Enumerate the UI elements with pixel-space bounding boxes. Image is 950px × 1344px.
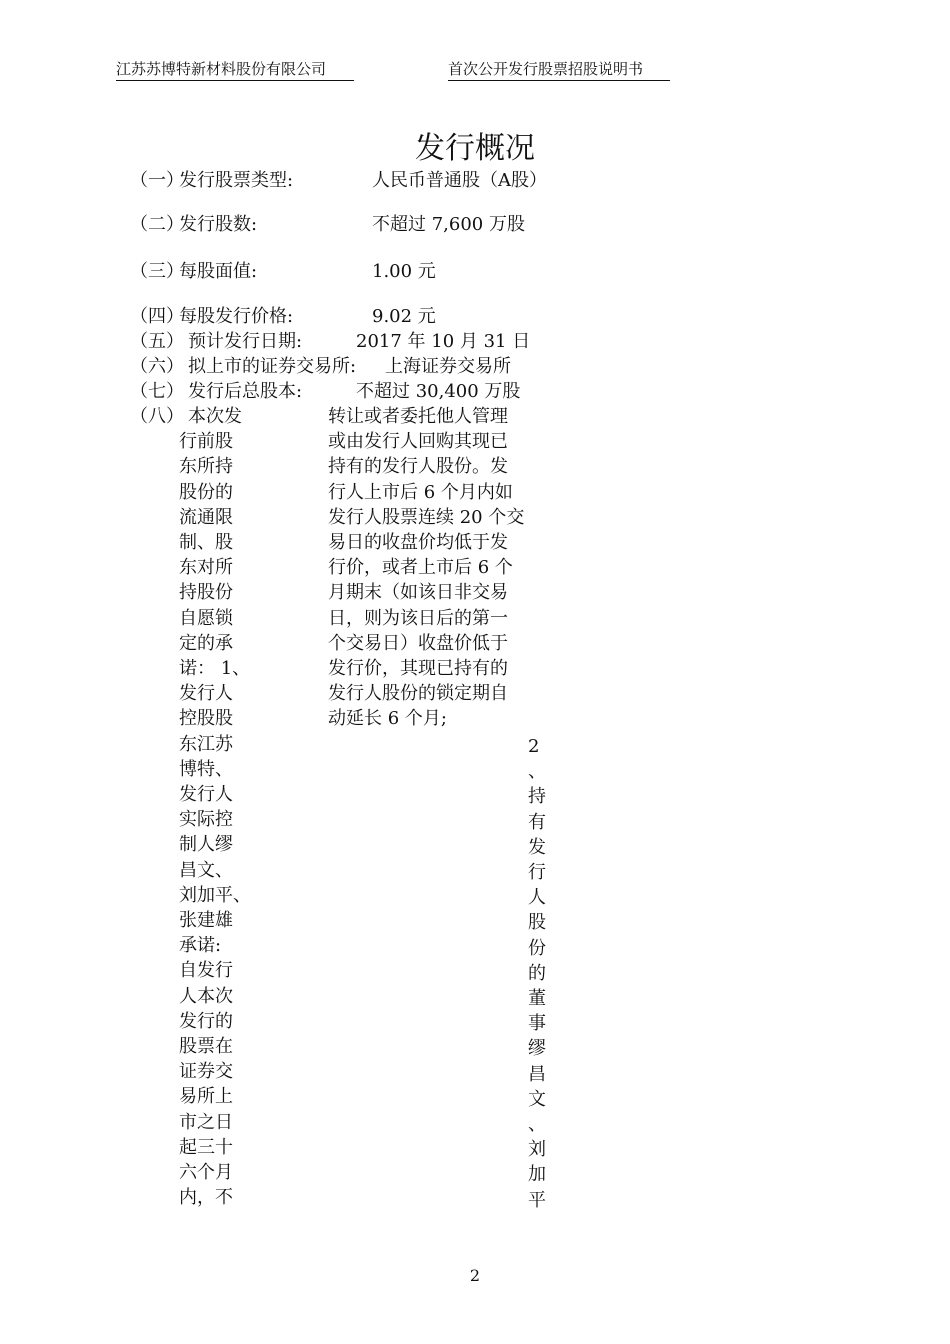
item-4-value: 9.02 元 (372, 306, 436, 327)
text-line: 张建雄 (179, 910, 233, 932)
text-line: 个交易日）收盘价低于 (328, 632, 508, 654)
text-line: 月期末（如该日非交易 (328, 582, 508, 604)
item-6-number: （六） (130, 356, 184, 377)
text-line: 市之日 (179, 1111, 233, 1133)
item-2-value: 不超过 7,600 万股 (372, 214, 525, 235)
text-line: 昌文、 (179, 859, 233, 881)
item-2-label: 发行股数: (179, 214, 258, 235)
text-line: 持 (528, 786, 546, 808)
text-line: 东对所 (179, 557, 233, 579)
item-4-label: 每股发行价格: (179, 306, 294, 327)
text-line: 董 (528, 988, 546, 1010)
text-line: 发行人 (179, 683, 233, 705)
text-line: 起三十 (179, 1136, 233, 1158)
text-line: 东江苏 (179, 733, 233, 755)
item-3-number: （三） (130, 261, 184, 282)
item-3-value: 1.00 元 (372, 261, 436, 282)
item-4-number: （四） (130, 306, 184, 327)
text-line: 流通限 (179, 506, 233, 528)
text-line: 份 (528, 937, 546, 959)
item-5-label: 预计发行日期: (188, 331, 303, 352)
text-line: 刘加平、 (179, 884, 251, 906)
text-line: 或由发行人回购其现已 (328, 431, 508, 453)
item-7-number: （七） (130, 381, 184, 402)
text-line: 行 (528, 862, 546, 884)
item-8-label-column (179, 404, 251, 1211)
text-line: 行人上市后 6 个月内如 (328, 481, 513, 503)
text-line: 易日的收盘价均低于发 (328, 532, 508, 554)
item-3-label: 每股面值: (179, 261, 258, 282)
text-line: 实际控 (179, 809, 233, 831)
text-line: 控股股 (179, 708, 233, 730)
item-5-value: 2017 年 10 月 31 日 (356, 331, 531, 352)
text-line: 六个月 (179, 1162, 233, 1184)
text-line: 的 (528, 962, 546, 984)
text-line: 承诺: (179, 935, 222, 957)
item-2-number: （二） (130, 214, 184, 235)
text-line: 转让或者委托他人管理 (328, 406, 508, 427)
text-line: 制人缪 (179, 834, 233, 856)
text-line: 2 (528, 736, 540, 757)
text-line: 发行人股票连续 20 个交 (328, 506, 525, 528)
header-document-title: 首次公开发行股票招股说明书 (448, 58, 670, 81)
text-line: 昌 (528, 1063, 546, 1085)
text-line: 文 (528, 1088, 546, 1110)
text-line: 博特、 (179, 758, 233, 780)
text-line: 发 (528, 836, 546, 858)
text-line: 发行人 (179, 784, 233, 806)
item-5-number: （五） (130, 331, 184, 352)
text-line: 日，则为该日后的第一 (328, 607, 508, 629)
text-line: 持有的发行人股份。发 (328, 456, 508, 478)
page-title: 发行概况 (415, 131, 535, 166)
text-line: 行价，或者上市后 6 个 (328, 557, 513, 579)
item-6-value: 上海证券交易所 (385, 356, 511, 377)
header-company-name: 江苏苏博特新材料股份有限公司 (116, 58, 354, 81)
text-line: 自愿锁 (179, 607, 233, 629)
text-line: 自发行 (179, 960, 233, 982)
text-line: 制、股 (179, 532, 233, 554)
text-line: 证券交 (179, 1061, 233, 1083)
text-line: 本次发 (188, 406, 242, 427)
text-line: 发行人股份的锁定期自 (328, 683, 508, 705)
text-line: 平 (528, 1189, 546, 1211)
item-1-value: 人民币普通股（A股） (372, 170, 547, 191)
text-line: 易所上 (179, 1086, 233, 1108)
item-8-right-column (528, 734, 546, 1213)
text-line: 诺： 1、 (179, 658, 251, 680)
item-1-label: 发行股票类型: (179, 170, 294, 191)
text-line: 持股份 (179, 582, 233, 604)
text-line: 股份的 (179, 481, 233, 503)
page-number: 2 (469, 1266, 481, 1285)
text-line: 东所持 (179, 456, 233, 478)
text-line: 内，不 (179, 1187, 233, 1209)
text-line: 有 (528, 811, 546, 833)
text-line: 加 (528, 1164, 546, 1186)
text-line: 人本次 (179, 985, 233, 1007)
text-line: 、 (528, 1114, 546, 1136)
text-line: 缪 (528, 1038, 546, 1060)
item-6-label: 拟上市的证券交易所: (188, 356, 357, 377)
text-line: 发行的 (179, 1010, 233, 1032)
text-line: 刘 (528, 1139, 546, 1161)
text-line: 人 (528, 887, 546, 909)
item-7-value: 不超过 30,400 万股 (356, 381, 521, 402)
text-line: 定的承 (179, 632, 233, 654)
item-1-number: （一） (130, 170, 184, 191)
text-line: 动延长 6 个月; (328, 708, 447, 730)
item-7-label: 发行后总股本: (188, 381, 303, 402)
text-line: 、 (528, 761, 546, 783)
item-8-number: （八） (130, 406, 184, 427)
text-line: 发行价，其现已持有的 (328, 658, 508, 680)
text-line: 事 (528, 1013, 546, 1035)
text-line: 股票在 (179, 1036, 233, 1058)
text-line: 股 (528, 912, 546, 934)
text-line: 行前股 (179, 431, 233, 453)
item-8-commitment-text (328, 404, 524, 732)
